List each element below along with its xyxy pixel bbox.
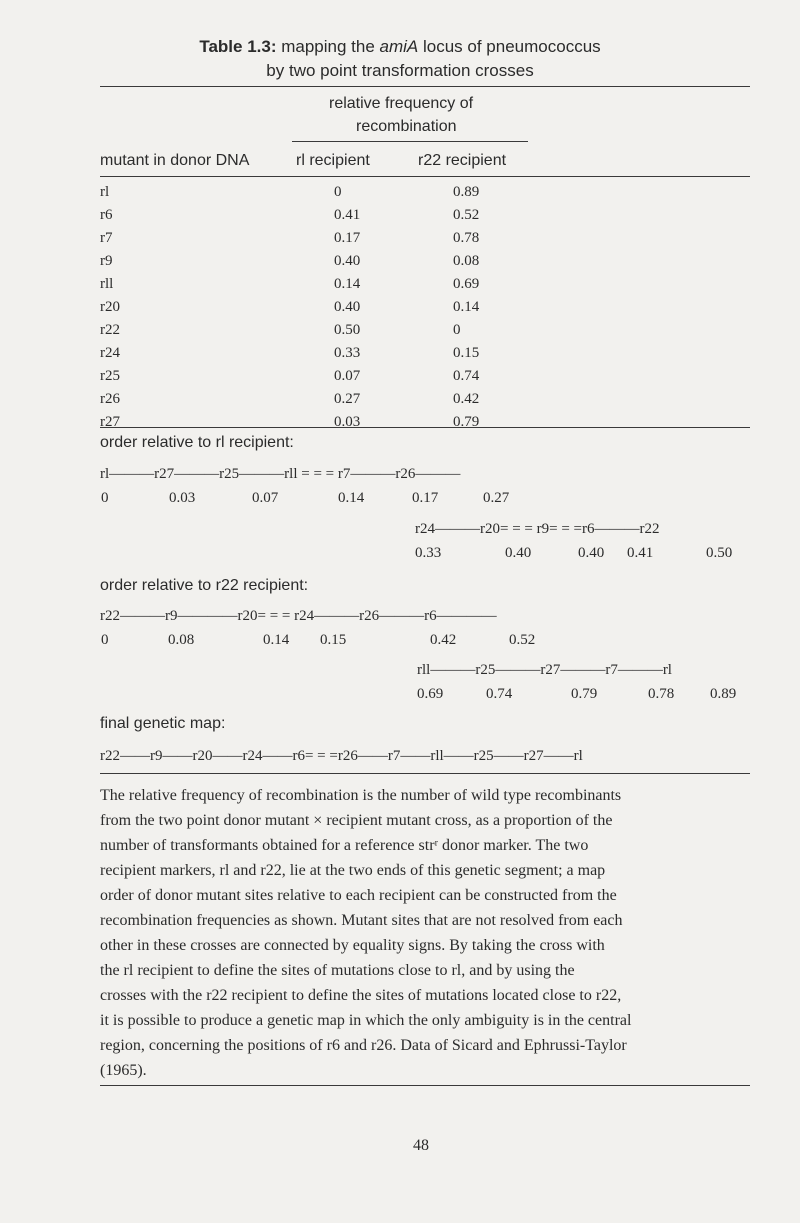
- row-r22-value: 0.78: [453, 230, 480, 246]
- description-line: The relative frequency of recombination is the number of wild type recombinants: [100, 787, 622, 804]
- order-r1-value: 0.40: [578, 545, 605, 561]
- order-r1-value: 0.40: [505, 545, 532, 561]
- order-r1-value: 0.07: [252, 490, 279, 506]
- description-line: number of transformants obtained for a reference strʳ donor marker. The two: [100, 837, 589, 854]
- table-caption-line1: [0, 37, 800, 57]
- order-r1-label: order relative to rl recipient:: [100, 434, 294, 451]
- order-r1-value: 0: [101, 490, 109, 506]
- locus-name: amiA: [379, 37, 419, 56]
- row-r1-value: 0.40: [334, 299, 361, 315]
- order-r1-value: 0.41: [627, 545, 654, 561]
- row-r22-value: 0.52: [453, 207, 480, 223]
- description-line: the rl recipient to define the sites of mutations close to rl, and by using the: [100, 962, 575, 979]
- row-mutant: rll: [100, 276, 114, 292]
- order-r22-value: 0: [101, 632, 109, 648]
- row-r1-value: 0.41: [334, 207, 361, 223]
- header-donor: mutant in donor DNA: [100, 152, 250, 169]
- order-r1-sequence-2: r24———r20= = = r9= = =r6———r22: [415, 521, 660, 537]
- row-r22-value: 0.79: [453, 414, 480, 430]
- row-r22-value: 0.89: [453, 184, 480, 200]
- order-r22-value: 0.15: [320, 632, 347, 648]
- order-r1-value: 0.03: [169, 490, 196, 506]
- order-r1-value: 0.50: [706, 545, 733, 561]
- row-mutant: r24: [100, 345, 120, 361]
- row-mutant: r27: [100, 414, 120, 430]
- row-mutant: r20: [100, 299, 120, 315]
- order-r22-sequence-1: r22———r9————r20= = = r24———r26———r6————: [100, 608, 497, 624]
- description-line: recombination frequencies as shown. Mutant sites that are not resolved from each: [100, 912, 623, 929]
- description-bottom-rule: [100, 1085, 750, 1086]
- row-mutant: r25: [100, 368, 120, 384]
- order-r22-value: 0.78: [648, 686, 675, 702]
- row-r22-value: 0.74: [453, 368, 480, 384]
- row-r1-value: 0.40: [334, 253, 361, 269]
- order-r22-value: 0.74: [486, 686, 513, 702]
- row-r1-value: 0.50: [334, 322, 361, 338]
- row-r1-value: 0.27: [334, 391, 361, 407]
- table-description: [100, 783, 750, 1083]
- row-mutant: rl: [100, 184, 110, 200]
- table-caption-line2: by two point transformation crosses: [266, 61, 534, 80]
- header-group-line1: relative frequency of: [329, 95, 474, 112]
- row-r22-value: 0: [453, 322, 461, 338]
- table-top-rule: [100, 86, 750, 87]
- description-line: (1965).: [100, 1062, 147, 1079]
- table-bottom-rule: [100, 773, 750, 774]
- description-line: order of donor mutant sites relative to each recipient can be constructed from the: [100, 887, 617, 904]
- row-r1-value: 0.07: [334, 368, 361, 384]
- row-r22-value: 0.69: [453, 276, 480, 292]
- description-line: it is possible to produce a genetic map in which the only ambiguity is in the central: [100, 1012, 632, 1029]
- caption-text-a: mapping the: [281, 37, 380, 56]
- header-group-rule: [292, 141, 528, 142]
- row-r22-value: 0.14: [453, 299, 480, 315]
- table-label: Table 1.3:: [199, 37, 277, 56]
- header-rule: [100, 176, 750, 177]
- order-r1-value: 0.27: [483, 490, 510, 506]
- row-mutant: r7: [100, 230, 113, 246]
- order-r22-value: 0.42: [430, 632, 457, 648]
- description-line: from the two point donor mutant × recipient mutant cross, as a proportion of the: [100, 812, 613, 829]
- header-r1: rl recipient: [296, 152, 370, 169]
- order-r1-value: 0.33: [415, 545, 442, 561]
- page-number: 48: [413, 1137, 429, 1154]
- row-r22-value: 0.08: [453, 253, 480, 269]
- order-r22-value: 0.69: [417, 686, 444, 702]
- row-r22-value: 0.42: [453, 391, 480, 407]
- final-map-sequence: r22——r9——r20——r24——r6= = =r26——r7——rll——r25——r27——rl: [100, 748, 583, 764]
- order-r22-value: 0.52: [509, 632, 536, 648]
- row-r1-value: 0: [334, 184, 342, 200]
- row-r22-value: 0.15: [453, 345, 480, 361]
- header-r22: r22 recipient: [418, 152, 507, 169]
- order-r22-value: 0.08: [168, 632, 195, 648]
- row-r1-value: 0.14: [334, 276, 361, 292]
- row-mutant: r22: [100, 322, 120, 338]
- row-mutant: r26: [100, 391, 120, 407]
- order-r1-value: 0.14: [338, 490, 365, 506]
- description-line: region, concerning the positions of r6 and r26. Data of Sicard and Ephrussi-Taylor: [100, 1037, 627, 1054]
- row-r1-value: 0.17: [334, 230, 361, 246]
- description-line: other in these crosses are connected by equality signs. By taking the cross with: [100, 937, 605, 954]
- row-r1-value: 0.03: [334, 414, 361, 430]
- final-map-label: final genetic map:: [100, 715, 226, 732]
- order-r22-label: order relative to r22 recipient:: [100, 577, 309, 594]
- header-group-line2: recombination: [356, 118, 457, 135]
- order-r22-value: 0.89: [710, 686, 737, 702]
- description-line: recipient markers, rl and r22, lie at the two ends of this genetic segment; a map: [100, 862, 606, 879]
- order-r22-sequence-2: rll———r25———r27———r7———rl: [417, 662, 672, 678]
- order-r22-value: 0.79: [571, 686, 598, 702]
- order-r22-value: 0.14: [263, 632, 290, 648]
- table-body-rule: [100, 427, 750, 428]
- row-mutant: r9: [100, 253, 113, 269]
- order-r1-sequence-1: rl———r27———r25———rll = = = r7———r26———: [100, 466, 461, 482]
- description-line: crosses with the r22 recipient to define the sites of mutations located close to r22,: [100, 987, 622, 1004]
- caption-text-b: locus of pneumococcus: [418, 37, 601, 56]
- row-mutant: r6: [100, 207, 113, 223]
- row-r1-value: 0.33: [334, 345, 361, 361]
- order-r1-value: 0.17: [412, 490, 439, 506]
